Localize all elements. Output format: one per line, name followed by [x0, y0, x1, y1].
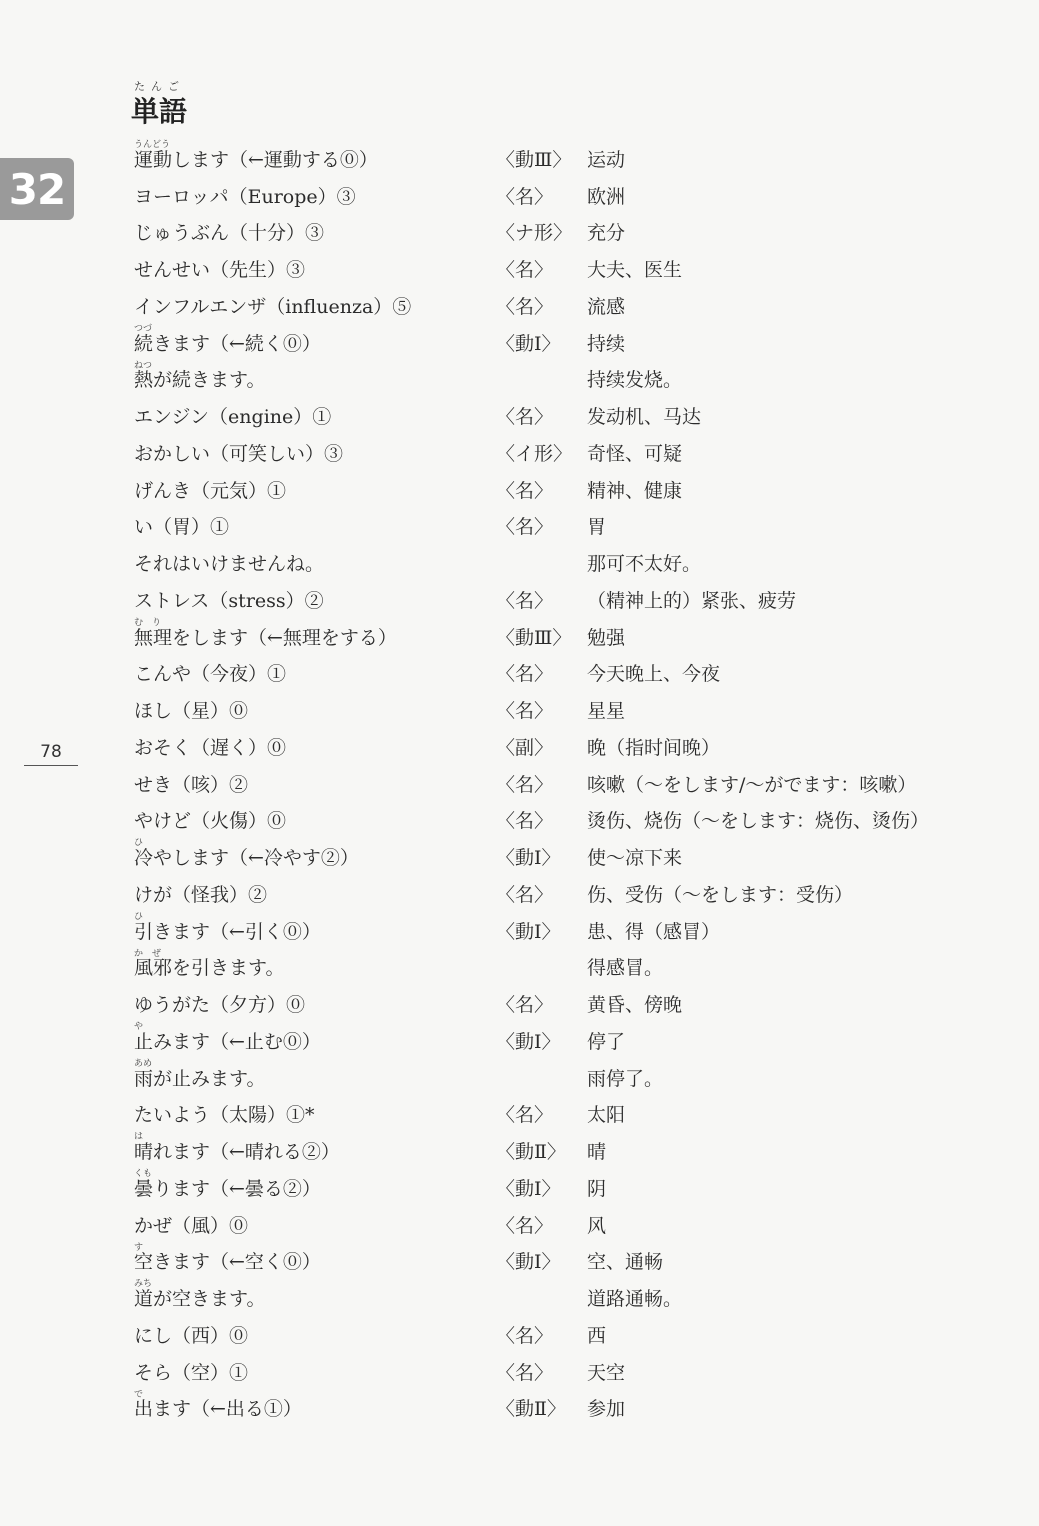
japanese-term: ヨーロッパ（Europe）③	[134, 185, 356, 208]
chinese-meaning: 那可不太好。	[587, 553, 702, 575]
chinese-meaning: 发动机、马达	[587, 406, 702, 428]
chinese-meaning: 大夫、医生	[587, 259, 683, 281]
part-of-speech: 〈副〉	[496, 736, 554, 759]
part-of-speech: 〈動Ⅲ〉	[496, 148, 572, 171]
furigana: ひ	[134, 838, 144, 849]
japanese-term: おかしい（可笑しい）③	[134, 442, 344, 465]
vocab-row	[0, 287, 1039, 324]
vocab-row	[0, 985, 1039, 1022]
japanese-term: たいよう（太陽）①*	[134, 1104, 315, 1127]
japanese-term: 空きます（←空く⓪）	[134, 1251, 321, 1274]
chinese-meaning: 空、通畅	[587, 1251, 664, 1274]
chinese-meaning: （精神上的）紧张、疲劳	[587, 589, 797, 612]
chinese-meaning: 停了	[587, 1030, 626, 1053]
part-of-speech: 〈名〉	[496, 516, 554, 539]
chinese-meaning: 持续发烧。	[587, 369, 683, 392]
part-of-speech: 〈名〉	[496, 1214, 554, 1237]
furigana: うんどう	[134, 140, 171, 150]
japanese-term: 止みます（←止む⓪）	[134, 1030, 321, 1053]
japanese-term: 出ます（←出る①）	[134, 1398, 302, 1421]
vocab-row	[0, 1316, 1039, 1353]
japanese-term: い（胃）①	[134, 516, 230, 539]
part-of-speech: 〈動Ⅰ〉	[496, 847, 561, 869]
chinese-meaning: 阴	[587, 1177, 607, 1200]
part-of-speech: 〈名〉	[496, 994, 554, 1016]
japanese-term: 引きます（←引く⓪）	[134, 920, 321, 943]
part-of-speech: 〈動Ⅰ〉	[496, 1251, 561, 1274]
chinese-meaning: 充分	[587, 222, 626, 245]
vocab-row	[0, 802, 1039, 839]
chapter-tab: 32	[0, 158, 74, 220]
chinese-meaning: 晴	[587, 1141, 607, 1163]
japanese-term: それはいけませんね。	[134, 553, 325, 575]
chinese-meaning: 持续	[587, 332, 626, 355]
japanese-term: 曇ります（←曇る②）	[134, 1177, 321, 1200]
chinese-meaning: 勉强	[587, 626, 626, 649]
chinese-meaning: 伤、受伤（～をします：受伤）	[587, 883, 854, 906]
japanese-term: げんき（元気）①	[134, 479, 287, 502]
vocab-row	[0, 324, 1039, 361]
chinese-meaning: 风	[587, 1214, 607, 1237]
japanese-term: じゅうぶん（十分）③	[134, 222, 325, 245]
chinese-meaning: 太阳	[587, 1104, 626, 1127]
vocabulary-heading	[131, 78, 187, 130]
heading-title: 単語	[131, 95, 188, 128]
furigana: つづ	[134, 323, 153, 334]
japanese-term: 運動します（←運動する⓪）	[134, 148, 378, 171]
chinese-meaning: 星星	[587, 700, 626, 722]
vocab-row	[0, 250, 1039, 287]
part-of-speech: 〈動Ⅱ〉	[496, 1141, 566, 1163]
chinese-meaning: 精神、健康	[587, 479, 683, 502]
vocab-row	[0, 765, 1039, 802]
part-of-speech: 〈名〉	[496, 259, 554, 281]
vocab-row	[0, 691, 1039, 728]
part-of-speech: 〈名〉	[496, 589, 554, 612]
vocabulary-list	[0, 140, 1039, 1426]
chinese-meaning: 雨停了。	[587, 1067, 664, 1090]
vocab-row	[0, 728, 1039, 765]
vocab-row	[0, 655, 1039, 692]
vocab-row	[0, 1390, 1039, 1427]
vocab-row	[0, 544, 1039, 581]
part-of-speech: 〈名〉	[496, 773, 554, 796]
part-of-speech: 〈名〉	[496, 406, 554, 428]
vocab-row	[0, 949, 1039, 986]
furigana: で	[134, 1389, 144, 1400]
part-of-speech: 〈動Ⅰ〉	[496, 1030, 561, 1053]
japanese-term: おそく（遅く）⓪	[134, 736, 287, 759]
chinese-meaning: 运动	[587, 148, 626, 171]
vocab-row	[0, 1169, 1039, 1206]
chinese-meaning: 今天晚上、今夜	[587, 663, 721, 686]
part-of-speech: 〈名〉	[496, 663, 554, 686]
japanese-term: 熱が続きます。	[134, 369, 266, 392]
japanese-term: 無理をします（←無理をする）	[134, 626, 397, 649]
part-of-speech: 〈名〉	[496, 883, 554, 906]
furigana: や	[134, 1022, 144, 1032]
furigana: くも	[134, 1169, 153, 1179]
japanese-term: ほし（星）⓪	[134, 700, 249, 722]
part-of-speech: 〈動Ⅰ〉	[496, 332, 561, 355]
vocab-row	[0, 1132, 1039, 1169]
japanese-term: こんや（今夜）①	[134, 663, 287, 686]
vocab-row	[0, 140, 1039, 177]
vocab-row	[0, 1243, 1039, 1280]
japanese-term: 雨が止みます。	[134, 1067, 266, 1090]
vocab-row	[0, 875, 1039, 912]
chinese-meaning: 道路通畅。	[587, 1288, 683, 1310]
vocab-row	[0, 434, 1039, 471]
japanese-term: ゆうがた（夕方）⓪	[134, 994, 306, 1016]
japanese-term: やけど（火傷）⓪	[134, 810, 287, 833]
part-of-speech: 〈動Ⅱ〉	[496, 1398, 566, 1421]
furigana: あめ	[134, 1058, 153, 1069]
chinese-meaning: 欧洲	[587, 185, 626, 208]
japanese-term: にし（西）⓪	[134, 1324, 249, 1347]
japanese-term: 冷やします（←冷やす②）	[134, 847, 359, 869]
furigana: みち	[134, 1279, 153, 1290]
furigana: か ぜ	[134, 948, 162, 959]
chinese-meaning: 得感冒。	[587, 957, 664, 980]
japanese-term: そら（空）①	[134, 1361, 249, 1384]
chinese-meaning: 西	[587, 1324, 607, 1347]
vocab-row	[0, 618, 1039, 655]
vocab-row	[0, 1353, 1039, 1390]
japanese-term: 晴れます（←晴れる②）	[134, 1141, 340, 1163]
vocab-row	[0, 214, 1039, 251]
vocab-row	[0, 912, 1039, 949]
chinese-meaning: 咳嗽（～をします/～がでます：咳嗽）	[587, 773, 917, 796]
japanese-term: エンジン（engine）①	[134, 406, 332, 428]
part-of-speech: 〈名〉	[496, 700, 554, 722]
vocab-row	[0, 1206, 1039, 1243]
chinese-meaning: 使～凉下来	[587, 847, 683, 869]
part-of-speech: 〈名〉	[496, 479, 554, 502]
chinese-meaning: 流感	[587, 295, 626, 318]
japanese-term: ストレス（stress）②	[134, 589, 324, 612]
chinese-meaning: 晚（指时间晚）	[587, 736, 721, 759]
page-number: 78	[24, 742, 78, 766]
part-of-speech: 〈名〉	[496, 1104, 554, 1127]
chinese-meaning: 参加	[587, 1398, 626, 1421]
furigana: す	[134, 1242, 144, 1253]
vocab-row	[0, 1279, 1039, 1316]
part-of-speech: 〈動Ⅰ〉	[496, 920, 561, 943]
vocab-row	[0, 1096, 1039, 1133]
furigana: ねつ	[134, 360, 153, 371]
part-of-speech: 〈名〉	[496, 810, 554, 833]
part-of-speech: 〈名〉	[496, 185, 554, 208]
furigana: む り	[134, 617, 162, 628]
chinese-meaning: 奇怪、可疑	[587, 442, 683, 465]
vocab-row	[0, 397, 1039, 434]
vocab-row	[0, 177, 1039, 214]
chinese-meaning: 天空	[587, 1361, 626, 1384]
japanese-term: せんせい（先生）③	[134, 259, 306, 281]
part-of-speech: 〈名〉	[496, 295, 554, 318]
vocab-row	[0, 361, 1039, 398]
part-of-speech: 〈名〉	[496, 1324, 554, 1347]
japanese-term: 続きます（←続く⓪）	[134, 332, 321, 355]
chinese-meaning: 患、得（感冒）	[587, 920, 721, 943]
furigana: は	[134, 1132, 144, 1143]
japanese-term: けが（怪我）②	[134, 883, 268, 906]
vocab-row	[0, 508, 1039, 545]
vocab-row	[0, 1022, 1039, 1059]
chinese-meaning: 烫伤、烧伤（～をします：烧伤、烫伤）	[587, 810, 930, 833]
japanese-term: せき（咳）②	[134, 773, 249, 796]
part-of-speech: 〈動Ⅰ〉	[496, 1177, 561, 1200]
part-of-speech: 〈動Ⅲ〉	[496, 626, 572, 649]
furigana: ひ	[134, 911, 144, 922]
part-of-speech: 〈名〉	[496, 1361, 554, 1384]
heading-ruby: たんご	[134, 80, 185, 93]
vocab-row	[0, 1059, 1039, 1096]
japanese-term: 風邪を引きます。	[134, 957, 285, 980]
part-of-speech: 〈イ形〉	[496, 442, 573, 465]
japanese-term: インフルエンザ（influenza）⑤	[134, 295, 412, 318]
vocab-row	[0, 471, 1039, 508]
part-of-speech: 〈ナ形〉	[496, 222, 573, 245]
chinese-meaning: 胃	[587, 516, 607, 539]
japanese-term: 道が空きます。	[134, 1288, 266, 1310]
chinese-meaning: 黄昏、傍晚	[587, 994, 683, 1016]
vocab-row	[0, 581, 1039, 618]
vocab-row	[0, 838, 1039, 875]
japanese-term: かぜ（風）⓪	[134, 1214, 249, 1237]
